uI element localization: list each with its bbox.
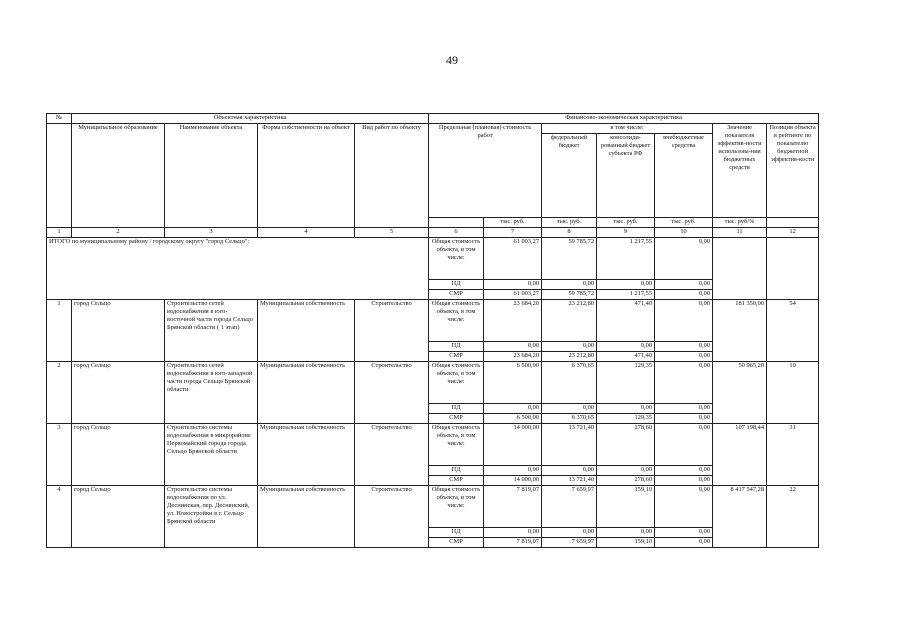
header-federal: федеральный бюджет [542,134,597,218]
cost-total-label: Общая стоимость объекта, в том числе: [429,424,484,466]
cost-pd-value-7: 0,00 [484,342,542,352]
cost-smr-value-9: 159,10 [597,538,655,548]
cost-total-value-10: 0,00 [655,362,713,404]
cost-pd-value-7: 0,00 [484,466,542,476]
cost-total-value-9: 471,40 [597,300,655,342]
cost-total-value-8: 59 785,72 [542,238,597,280]
column-number-8: 8 [542,228,597,238]
cost-total-value-9: 1 217,55 [597,238,655,280]
object-position: 10 [767,362,819,424]
object-num: 1 [47,300,72,362]
object-name: Строительство сетей водоснабжения в юго-западной части города Сельцо Брянской области [165,362,258,424]
object-municipality: город Сельцо [72,362,165,424]
cost-total-value-7: 61 003,27 [484,238,542,280]
header-work-type: Вид работ по объекту [355,124,429,228]
header-ownership: Форма собственности на объект [258,124,355,228]
object-ownership: Муниципальная собственность [258,362,355,424]
cost-smr-value-8: 13 721,40 [542,476,597,486]
cost-pd-value-10: 0,00 [655,342,713,352]
cost-smr-value-10: 0,00 [655,476,713,486]
unit-blank [429,218,484,228]
column-number-7: 7 [484,228,542,238]
header-finance-group: Финансово-экономическая характеристика [429,114,819,124]
header-num: № [47,114,72,124]
page-number: 49 [446,53,458,67]
column-number-4: 4 [258,228,355,238]
cost-total-value-10: 0,00 [655,238,713,280]
cost-total-value-7: 23 684,20 [484,300,542,342]
cost-smr-value-10: 0,00 [655,414,713,424]
unit-col9: тыс. руб. [597,218,655,228]
cost-pd-value-9: 0,00 [597,404,655,414]
object-name: Строительство сетей водоснабжения в юго-восточной части города Сельцо Брянской области ( 1 этап) [165,300,258,362]
cost-pd-value-9: 0,00 [597,528,655,538]
cost-pd-value-8: 0,00 [542,528,597,538]
cost-pd-value-9: 0,00 [597,342,655,352]
cost-total-value-10: 0,00 [655,424,713,466]
object-position: 54 [767,300,819,362]
cost-smr-value-10: 0,00 [655,538,713,548]
object-efficiency: 50 965,20 [713,362,767,424]
total-position [767,238,819,300]
cost-total-value-9: 129,35 [597,362,655,404]
cost-smr-value-7: 61 003,27 [484,290,542,300]
cost-pd-label: ПД [429,280,484,290]
unit-col12-blank [767,218,819,228]
object-num: 3 [47,424,72,486]
cost-pd-value-7: 0,00 [484,280,542,290]
cost-smr-value-9: 278,60 [597,476,655,486]
column-number-2: 2 [72,228,165,238]
cost-total-label: Общая стоимость объекта, в том числе: [429,362,484,404]
cost-smr-value-8: 6 370,65 [542,414,597,424]
cost-pd-label: ПД [429,404,484,414]
cost-total-value-9: 159,10 [597,486,655,528]
object-municipality: город Сельцо [72,486,165,548]
total-efficiency [713,238,767,300]
column-number-1: 1 [47,228,72,238]
cost-total-value-10: 0,00 [655,486,713,528]
cost-total-value-10: 0,00 [655,300,713,342]
object-position: 31 [767,424,819,486]
cost-smr-value-8: 59 785,72 [542,290,597,300]
cost-total-value-8: 13 721,40 [542,424,597,466]
object-efficiency: 8 417 547,28 [713,486,767,548]
cost-pd-value-9: 0,00 [597,280,655,290]
cost-total-value-8: 7 659,97 [542,486,597,528]
cost-total-value-7: 7 819,07 [484,486,542,528]
cost-smr-label: СМР [429,352,484,362]
cost-pd-value-10: 0,00 [655,404,713,414]
column-number-9: 9 [597,228,655,238]
cost-smr-value-7: 23 684,20 [484,352,542,362]
table-row [47,362,819,404]
object-position: 22 [767,486,819,548]
cost-total-value-7: 14 000,00 [484,424,542,466]
object-work-type: Строительство [355,362,429,424]
cost-pd-value-9: 0,00 [597,466,655,476]
cost-smr-label: СМР [429,290,484,300]
cost-pd-label: ПД [429,342,484,352]
unit-col8: тыс. руб. [542,218,597,228]
column-number-6: 6 [429,228,484,238]
column-number-11: 11 [713,228,767,238]
unit-col10: тыс. руб. [655,218,713,228]
header-efficiency: Значение показателя эффектив-ности использова-ния бюджетных средств [713,124,767,218]
cost-total-value-9: 278,60 [597,424,655,466]
header-incl: в том числе: [542,124,713,134]
header-object-name: Наименование объекта [165,124,258,228]
table-row [47,486,819,528]
cost-total-value-8: 23 212,80 [542,300,597,342]
cost-pd-value-10: 0,00 [655,466,713,476]
object-ownership: Муниципальная собственность [258,300,355,362]
object-work-type: Строительство [355,424,429,486]
object-num: 2 [47,362,72,424]
header-municipality: Муниципальное образование [72,124,165,228]
object-ownership: Муниципальная собственность [258,486,355,548]
cost-smr-value-8: 7 659,97 [542,538,597,548]
cost-total-label: Общая стоимость объекта, в том числе: [429,300,484,342]
object-ownership: Муниципальная собственность [258,424,355,486]
cost-pd-value-7: 0,00 [484,404,542,414]
object-num: 4 [47,486,72,548]
cost-pd-value-8: 0,00 [542,280,597,290]
cost-pd-value-10: 0,00 [655,280,713,290]
cost-smr-value-9: 129,35 [597,414,655,424]
cost-total-value-8: 6 370,65 [542,362,597,404]
objects-table [46,113,819,548]
column-number-5: 5 [355,228,429,238]
object-name: Строительство системы водоснабжения по ул. Деснинская, пер. Деснянский, ул. Новостройки в г. Сельцо Брянской области [165,486,258,548]
cost-smr-value-7: 6 500,00 [484,414,542,424]
column-number-3: 3 [165,228,258,238]
table-row [47,300,819,342]
object-efficiency: 107 198,44 [713,424,767,486]
cost-smr-value-10: 0,00 [655,290,713,300]
cost-smr-label: СМР [429,538,484,548]
cost-pd-label: ПД [429,528,484,538]
cost-smr-label: СМР [429,476,484,486]
header-total-cost: Предельная (плановая) стоимость работ [429,124,542,218]
cost-smr-value-9: 471,40 [597,352,655,362]
object-municipality: город Сельцо [72,424,165,486]
cost-total-label: Общая стоимость объекта, в том числе: [429,486,484,528]
header-object-group: Объектная характеристика [72,114,429,124]
header-consolidated: консолиди-рованный бюджет субъекта РФ [597,134,655,218]
column-number-10: 10 [655,228,713,238]
table-row [47,424,819,466]
header-num-blank [47,124,72,228]
cost-smr-value-8: 23 212,80 [542,352,597,362]
cost-smr-value-7: 14 000,00 [484,476,542,486]
cost-pd-value-7: 0,00 [484,528,542,538]
cost-smr-value-9: 1 217,55 [597,290,655,300]
cost-pd-value-10: 0,00 [655,528,713,538]
cost-pd-value-8: 0,00 [542,342,597,352]
cost-pd-value-8: 0,00 [542,404,597,414]
cost-smr-value-7: 7 819,07 [484,538,542,548]
header-extrabudget: внебюджетные средства [655,134,713,218]
object-work-type: Строительство [355,486,429,548]
header-position: Позиция объекта в рейтинге по показателю бюджетной эффектив-кости [767,124,819,218]
unit-col11: тыс. руб/% [713,218,767,228]
cost-smr-value-10: 0,00 [655,352,713,362]
object-work-type: Строительство [355,300,429,362]
cost-total-label: Общая стоимость объекта, в том числе: [429,238,484,280]
object-municipality: город Сельцо [72,300,165,362]
cost-smr-label: СМР [429,414,484,424]
cost-pd-value-8: 0,00 [542,466,597,476]
total-label: ИТОГО по муниципальному району / городскому округу "город Сельцо": [47,238,429,300]
unit-col7: тыс. руб. [484,218,542,228]
cost-total-value-7: 6 500,00 [484,362,542,404]
table-row [47,238,819,280]
object-name: Строительство системы водоснабжения в микрорайоне Первомайский города города Сельцо Брянской области [165,424,258,486]
column-number-12: 12 [767,228,819,238]
cost-pd-label: ПД [429,466,484,476]
object-efficiency: 181 350,00 [713,300,767,362]
